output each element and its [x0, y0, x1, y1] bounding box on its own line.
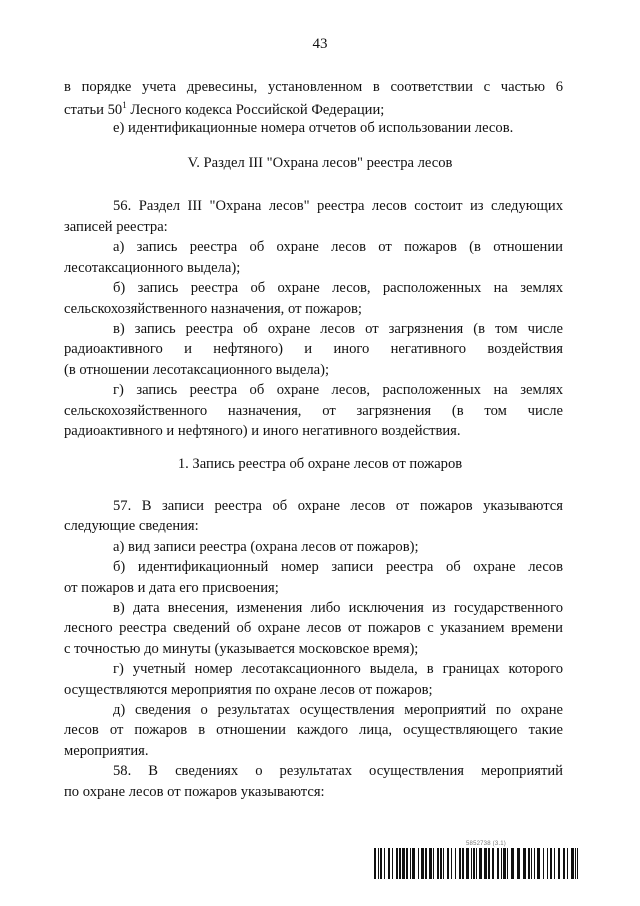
barcode	[374, 848, 578, 879]
text-line: по охране лесов от пожаров указываются:	[64, 784, 325, 800]
text-line: б) запись реестра об охране лесов, расположенных на землях	[113, 280, 563, 296]
text-line: в порядке учета древесины, установленном в соответствии с частью 6	[64, 79, 563, 95]
text-line: лесного реестра сведений об охране лесов от пожаров с указанием времени	[64, 620, 563, 636]
text-line: а) вид записи реестра (охрана лесов от пожаров);	[113, 539, 419, 555]
text-line: 57. В записи реестра об охране лесов от пожаров указываются	[113, 498, 563, 514]
text-line: сельскохозяйственного назначения, от загрязнения (в том числе	[64, 403, 563, 419]
text-line: радиоактивного и нефтяного) и иного негативного воздействия	[64, 341, 563, 357]
text-line: д) сведения о результатах осуществления мероприятий по охране	[113, 702, 563, 718]
text-line: следующие сведения:	[64, 518, 199, 534]
text-fragment: статьи 50	[64, 102, 123, 118]
text-line: 58. В сведениях о результатах осуществления мероприятий	[113, 763, 563, 779]
barcode-id: 5852738 (3.1)	[466, 841, 506, 847]
text-line: (в отношении лесотаксационного выдела);	[64, 362, 330, 378]
text-line: а) запись реестра об охране лесов от пожаров (в отношении	[113, 239, 563, 255]
text-line: радиоактивного и нефтяного) и иного негативного воздействия.	[64, 423, 461, 439]
text-line: с точностью до минуты (указывается московское время);	[64, 641, 419, 657]
text-line: е) идентификационные номера отчетов об использовании лесов.	[113, 120, 514, 136]
text-line: мероприятия.	[64, 743, 149, 759]
text-line: в) дата внесения, изменения либо исключения из государственного	[113, 600, 563, 616]
text-line: записей реестра:	[64, 219, 168, 235]
subsection-heading: 1. Запись реестра об охране лесов от пожаров	[177, 456, 463, 472]
text-line: г) запись реестра об охране лесов, расположенных на землях	[113, 382, 563, 398]
text-line: от пожаров и дата его присвоения;	[64, 580, 279, 596]
text-fragment: Лесного кодекса Российской Федерации;	[126, 102, 385, 118]
text-line: лесов от пожаров в отношении каждого лица, осуществляющего такие	[64, 722, 563, 738]
text-line: осуществляются мероприятия по охране лесов от пожаров;	[64, 682, 433, 698]
page-number: 43	[312, 36, 328, 52]
text-line	[64, 100, 563, 120]
section-heading: V. Раздел III "Охрана лесов" реестра лесов	[187, 155, 453, 171]
text-line: б) идентификационный номер записи реестра об охране лесов	[113, 559, 563, 575]
text-line: в) запись реестра об охране лесов от загрязнения (в том числе	[113, 321, 563, 337]
superscript: 1	[122, 100, 127, 111]
text-line: г) учетный номер лесотаксационного выдела, в границах которого	[113, 661, 563, 677]
text-line: 56. Раздел III "Охрана лесов" реестра лесов состоит из следующих	[113, 198, 563, 214]
barcode-bar	[577, 848, 578, 879]
text-line: сельскохозяйственного назначения, от пожаров;	[64, 301, 362, 317]
text-line: лесотаксационного выдела);	[64, 260, 241, 276]
